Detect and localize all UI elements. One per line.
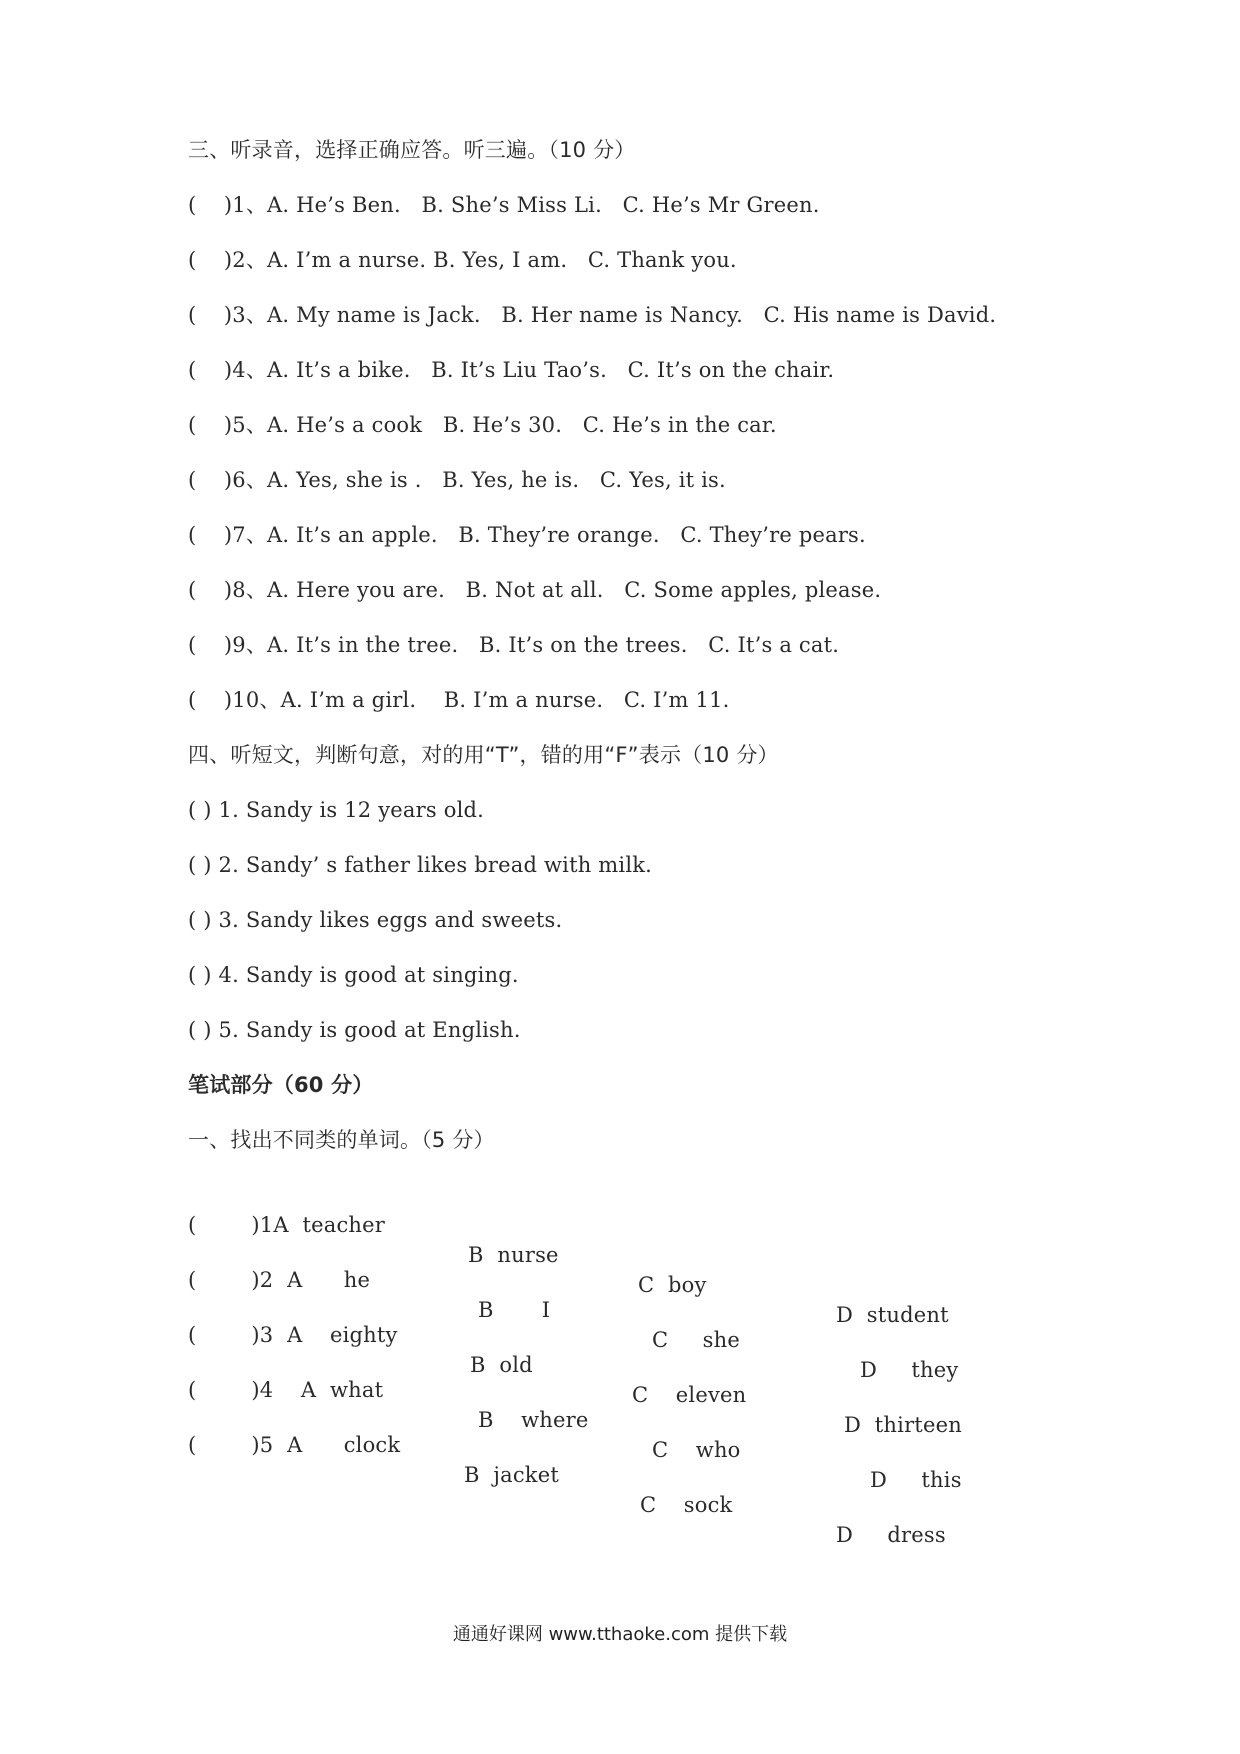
option-d: D student bbox=[836, 1303, 949, 1327]
option-b: B where bbox=[478, 1408, 589, 1432]
section1-title: 一、找出不同类的单词。（5 分） bbox=[188, 1128, 495, 1152]
section3-title: 三、听录音，选择正确应答。听三遍。（10 分） bbox=[188, 138, 636, 162]
section3-item: ( )3、A. My name is Jack. B. Her name is Nancy. C. His name is David. bbox=[188, 303, 997, 327]
row-question: ( )4 A what bbox=[188, 1378, 384, 1402]
row-question: ( )1A teacher bbox=[188, 1213, 386, 1237]
section3-item: ( )5、A. He’s a cook B. He’s 30. C. He’s in the car. bbox=[188, 413, 777, 437]
section3-item: ( )8、A. Here you are. B. Not at all. C. Some apples, please. bbox=[188, 578, 882, 602]
section3-item: ( )2、A. I’m a nurse. B. Yes, I am. C. Thank you. bbox=[188, 248, 737, 272]
row-question: ( )2 A he bbox=[188, 1268, 371, 1292]
option-d: D this bbox=[870, 1468, 962, 1492]
option-d: D thirteen bbox=[844, 1413, 962, 1437]
option-c: C sock bbox=[640, 1493, 733, 1517]
option-d: D dress bbox=[836, 1523, 946, 1547]
option-c: C eleven bbox=[632, 1383, 747, 1407]
option-b: B jacket bbox=[464, 1463, 559, 1487]
section4-item: ( ) 2. Sandy’ s father likes bread with milk. bbox=[188, 853, 653, 877]
row-question: ( )3 A eighty bbox=[188, 1323, 398, 1347]
section3-item: ( )10、A. I’m a girl. B. I’m a nurse. C. I’m 11. bbox=[188, 688, 730, 712]
written-part-title: 笔试部分（60 分） bbox=[188, 1073, 374, 1097]
section4-item: ( ) 3. Sandy likes eggs and sweets. bbox=[188, 908, 563, 932]
section4-item: ( ) 4. Sandy is good at singing. bbox=[188, 963, 519, 987]
option-b: B old bbox=[470, 1353, 533, 1377]
option-d: D they bbox=[860, 1358, 959, 1382]
option-c: C who bbox=[652, 1438, 741, 1462]
section3-item: ( )7、A. It’s an apple. B. They’re orange. C. They’re pears. bbox=[188, 523, 866, 547]
section4-item: ( ) 1. Sandy is 12 years old. bbox=[188, 798, 485, 822]
option-c: C she bbox=[652, 1328, 740, 1352]
section3-item: ( )9、A. It’s in the tree. B. It’s on the trees. C. It’s a cat. bbox=[188, 633, 840, 657]
section3-item: ( )4、A. It’s a bike. B. It’s Liu Tao’s. C. It’s on the chair. bbox=[188, 358, 835, 382]
section3-item: ( )6、A. Yes, she is . B. Yes, he is. C. Yes, it is. bbox=[188, 468, 726, 492]
option-b: B I bbox=[478, 1298, 551, 1322]
option-b: B nurse bbox=[468, 1243, 559, 1267]
section4-item: ( ) 5. Sandy is good at English. bbox=[188, 1018, 521, 1042]
section1-row bbox=[188, 1400, 1148, 1580]
row-question: ( )5 A clock bbox=[188, 1433, 401, 1457]
download-footer: 通通好课网 www.tthaoke.com 提供下载 bbox=[452, 1624, 788, 1645]
option-c: C boy bbox=[638, 1273, 707, 1297]
section3-item: ( )1、A. He’s Ben. B. She’s Miss Li. C. He’s Mr Green. bbox=[188, 193, 820, 217]
section4-title: 四、听短文，判断句意，对的用“T”，错的用“F”表示（10 分） bbox=[188, 743, 779, 767]
